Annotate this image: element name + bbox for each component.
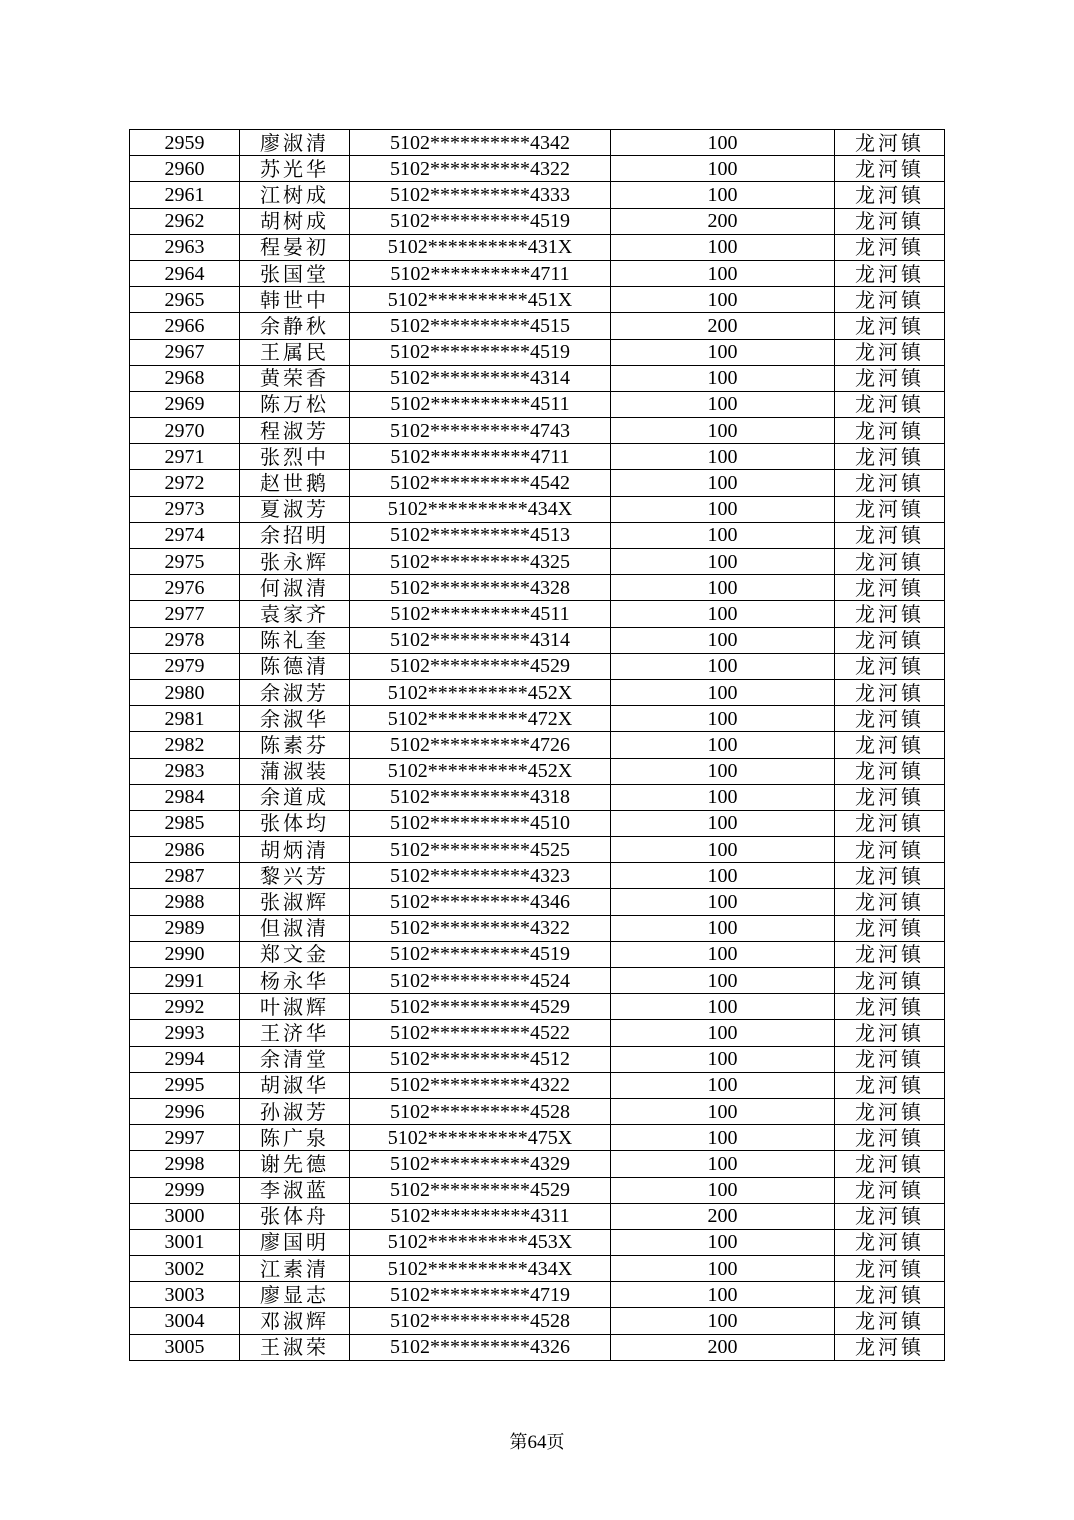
amount-cell: 100 [611, 968, 835, 994]
amount-cell: 200 [611, 1203, 835, 1229]
name-cell: 程晏初 [240, 234, 350, 260]
serial-number-cell: 3004 [130, 1308, 240, 1334]
name-cell: 杨永华 [240, 968, 350, 994]
table-row [130, 418, 945, 444]
town-cell: 龙河镇 [835, 863, 945, 889]
town-cell: 龙河镇 [835, 313, 945, 339]
name-cell: 张永辉 [240, 549, 350, 575]
id-number-cell: 5102**********4726 [350, 732, 611, 758]
serial-number-cell: 2996 [130, 1098, 240, 1124]
amount-cell: 100 [611, 627, 835, 653]
town-cell: 龙河镇 [835, 1203, 945, 1229]
town-cell: 龙河镇 [835, 130, 945, 156]
name-cell: 蒲淑装 [240, 758, 350, 784]
table-row [130, 1125, 945, 1151]
id-number-cell: 5102**********4333 [350, 182, 611, 208]
town-cell: 龙河镇 [835, 1334, 945, 1360]
table-row [130, 601, 945, 627]
serial-number-cell: 2960 [130, 156, 240, 182]
name-cell: 胡树成 [240, 208, 350, 234]
table-row [130, 1282, 945, 1308]
amount-cell: 100 [611, 339, 835, 365]
amount-cell: 100 [611, 1046, 835, 1072]
town-cell: 龙河镇 [835, 758, 945, 784]
id-number-cell: 5102**********4711 [350, 260, 611, 286]
id-number-cell: 5102**********4719 [350, 1282, 611, 1308]
name-cell: 孙淑芳 [240, 1098, 350, 1124]
town-cell: 龙河镇 [835, 575, 945, 601]
serial-number-cell: 2985 [130, 810, 240, 836]
name-cell: 余静秋 [240, 313, 350, 339]
name-cell: 胡炳清 [240, 837, 350, 863]
town-cell: 龙河镇 [835, 706, 945, 732]
amount-cell: 100 [611, 994, 835, 1020]
page-footer [0, 1428, 1074, 1454]
amount-cell: 100 [611, 1072, 835, 1098]
id-number-cell: 5102**********4519 [350, 208, 611, 234]
town-cell: 龙河镇 [835, 941, 945, 967]
town-cell: 龙河镇 [835, 156, 945, 182]
id-number-cell: 5102**********453X [350, 1229, 611, 1255]
table-row [130, 810, 945, 836]
serial-number-cell: 2973 [130, 496, 240, 522]
id-number-cell: 5102**********4329 [350, 1151, 611, 1177]
town-cell: 龙河镇 [835, 391, 945, 417]
table-row [130, 339, 945, 365]
id-number-cell: 5102**********4528 [350, 1098, 611, 1124]
id-number-cell: 5102**********4511 [350, 601, 611, 627]
amount-cell: 100 [611, 365, 835, 391]
table-row [130, 706, 945, 732]
id-number-cell: 5102**********4318 [350, 784, 611, 810]
amount-cell: 100 [611, 156, 835, 182]
table-row [130, 941, 945, 967]
id-number-cell: 5102**********4743 [350, 418, 611, 444]
amount-cell: 100 [611, 941, 835, 967]
serial-number-cell: 2967 [130, 339, 240, 365]
amount-cell: 100 [611, 496, 835, 522]
amount-cell: 100 [611, 1177, 835, 1203]
serial-number-cell: 2989 [130, 915, 240, 941]
town-cell: 龙河镇 [835, 889, 945, 915]
town-cell: 龙河镇 [835, 1151, 945, 1177]
table-row [130, 287, 945, 313]
town-cell: 龙河镇 [835, 679, 945, 705]
town-cell: 龙河镇 [835, 1125, 945, 1151]
name-cell: 江树成 [240, 182, 350, 208]
table-row [130, 1151, 945, 1177]
id-number-cell: 5102**********4525 [350, 837, 611, 863]
name-cell: 陈万松 [240, 391, 350, 417]
id-number-cell: 5102**********4322 [350, 1072, 611, 1098]
name-cell: 陈广泉 [240, 1125, 350, 1151]
roster-table-body [130, 130, 945, 1361]
name-cell: 赵世鹅 [240, 470, 350, 496]
amount-cell: 100 [611, 234, 835, 260]
town-cell: 龙河镇 [835, 339, 945, 365]
id-number-cell: 5102**********4529 [350, 994, 611, 1020]
serial-number-cell: 2998 [130, 1151, 240, 1177]
name-cell: 邓淑辉 [240, 1308, 350, 1334]
amount-cell: 200 [611, 208, 835, 234]
table-row [130, 627, 945, 653]
id-number-cell: 5102**********4528 [350, 1308, 611, 1334]
amount-cell: 100 [611, 287, 835, 313]
amount-cell: 100 [611, 130, 835, 156]
name-cell: 张体舟 [240, 1203, 350, 1229]
serial-number-cell: 2971 [130, 444, 240, 470]
serial-number-cell: 2974 [130, 522, 240, 548]
id-number-cell: 5102**********431X [350, 234, 611, 260]
name-cell: 黄荣香 [240, 365, 350, 391]
serial-number-cell: 2990 [130, 941, 240, 967]
serial-number-cell: 2991 [130, 968, 240, 994]
table-row [130, 234, 945, 260]
table-row [130, 968, 945, 994]
town-cell: 龙河镇 [835, 1098, 945, 1124]
serial-number-cell: 3005 [130, 1334, 240, 1360]
amount-cell: 100 [611, 810, 835, 836]
name-cell: 余招明 [240, 522, 350, 548]
id-number-cell: 5102**********452X [350, 679, 611, 705]
serial-number-cell: 2987 [130, 863, 240, 889]
name-cell: 廖显志 [240, 1282, 350, 1308]
serial-number-cell: 2963 [130, 234, 240, 260]
name-cell: 廖国明 [240, 1229, 350, 1255]
amount-cell: 100 [611, 889, 835, 915]
table-row [130, 182, 945, 208]
serial-number-cell: 2979 [130, 653, 240, 679]
town-cell: 龙河镇 [835, 208, 945, 234]
table-row [130, 758, 945, 784]
id-number-cell: 5102**********4311 [350, 1203, 611, 1229]
amount-cell: 100 [611, 1229, 835, 1255]
id-number-cell: 5102**********4529 [350, 1177, 611, 1203]
id-number-cell: 5102**********4328 [350, 575, 611, 601]
town-cell: 龙河镇 [835, 444, 945, 470]
amount-cell: 100 [611, 418, 835, 444]
serial-number-cell: 2995 [130, 1072, 240, 1098]
town-cell: 龙河镇 [835, 784, 945, 810]
serial-number-cell: 2982 [130, 732, 240, 758]
town-cell: 龙河镇 [835, 915, 945, 941]
id-number-cell: 5102**********4512 [350, 1046, 611, 1072]
serial-number-cell: 3000 [130, 1203, 240, 1229]
serial-number-cell: 3002 [130, 1256, 240, 1282]
roster-table [129, 129, 945, 1361]
amount-cell: 100 [611, 1098, 835, 1124]
amount-cell: 100 [611, 470, 835, 496]
serial-number-cell: 2978 [130, 627, 240, 653]
table-row [130, 444, 945, 470]
town-cell: 龙河镇 [835, 1229, 945, 1255]
id-number-cell: 5102**********4326 [350, 1334, 611, 1360]
serial-number-cell: 2993 [130, 1020, 240, 1046]
name-cell: 黎兴芳 [240, 863, 350, 889]
serial-number-cell: 2984 [130, 784, 240, 810]
town-cell: 龙河镇 [835, 1046, 945, 1072]
serial-number-cell: 3001 [130, 1229, 240, 1255]
town-cell: 龙河镇 [835, 1282, 945, 1308]
table-row [130, 496, 945, 522]
town-cell: 龙河镇 [835, 418, 945, 444]
name-cell: 王属民 [240, 339, 350, 365]
serial-number-cell: 2964 [130, 260, 240, 286]
page-prefix: 第 [509, 1432, 528, 1453]
table-row [130, 994, 945, 1020]
name-cell: 李淑蓝 [240, 1177, 350, 1203]
name-cell: 韩世中 [240, 287, 350, 313]
serial-number-cell: 2988 [130, 889, 240, 915]
table-row [130, 470, 945, 496]
amount-cell: 100 [611, 863, 835, 889]
serial-number-cell: 2981 [130, 706, 240, 732]
serial-number-cell: 2994 [130, 1046, 240, 1072]
serial-number-cell: 2980 [130, 679, 240, 705]
page-suffix: 页 [546, 1432, 565, 1453]
town-cell: 龙河镇 [835, 837, 945, 863]
serial-number-cell: 2977 [130, 601, 240, 627]
town-cell: 龙河镇 [835, 549, 945, 575]
id-number-cell: 5102**********4513 [350, 522, 611, 548]
town-cell: 龙河镇 [835, 810, 945, 836]
town-cell: 龙河镇 [835, 732, 945, 758]
amount-cell: 100 [611, 653, 835, 679]
amount-cell: 100 [611, 575, 835, 601]
amount-cell: 100 [611, 706, 835, 732]
town-cell: 龙河镇 [835, 522, 945, 548]
table-row [130, 208, 945, 234]
town-cell: 龙河镇 [835, 1308, 945, 1334]
name-cell: 程淑芳 [240, 418, 350, 444]
amount-cell: 100 [611, 1308, 835, 1334]
table-row [130, 1203, 945, 1229]
table-row [130, 1098, 945, 1124]
id-number-cell: 5102**********434X [350, 1256, 611, 1282]
name-cell: 廖淑清 [240, 130, 350, 156]
name-cell: 余清堂 [240, 1046, 350, 1072]
id-number-cell: 5102**********4510 [350, 810, 611, 836]
amount-cell: 100 [611, 1020, 835, 1046]
table-row [130, 784, 945, 810]
id-number-cell: 5102**********4323 [350, 863, 611, 889]
id-number-cell: 5102**********4314 [350, 627, 611, 653]
amount-cell: 100 [611, 679, 835, 705]
town-cell: 龙河镇 [835, 496, 945, 522]
serial-number-cell: 2962 [130, 208, 240, 234]
town-cell: 龙河镇 [835, 601, 945, 627]
table-row [130, 1256, 945, 1282]
serial-number-cell: 2959 [130, 130, 240, 156]
serial-number-cell: 2975 [130, 549, 240, 575]
amount-cell: 100 [611, 260, 835, 286]
name-cell: 但淑清 [240, 915, 350, 941]
amount-cell: 100 [611, 182, 835, 208]
serial-number-cell: 2968 [130, 365, 240, 391]
amount-cell: 100 [611, 837, 835, 863]
serial-number-cell: 2986 [130, 837, 240, 863]
table-row [130, 1177, 945, 1203]
amount-cell: 100 [611, 1125, 835, 1151]
table-row [130, 1308, 945, 1334]
table-row [130, 522, 945, 548]
name-cell: 叶淑辉 [240, 994, 350, 1020]
name-cell: 苏光华 [240, 156, 350, 182]
amount-cell: 200 [611, 313, 835, 339]
name-cell: 张烈中 [240, 444, 350, 470]
town-cell: 龙河镇 [835, 627, 945, 653]
amount-cell: 100 [611, 444, 835, 470]
town-cell: 龙河镇 [835, 470, 945, 496]
serial-number-cell: 2969 [130, 391, 240, 417]
name-cell: 余淑芳 [240, 679, 350, 705]
town-cell: 龙河镇 [835, 994, 945, 1020]
id-number-cell: 5102**********4346 [350, 889, 611, 915]
serial-number-cell: 3003 [130, 1282, 240, 1308]
amount-cell: 100 [611, 732, 835, 758]
table-row [130, 653, 945, 679]
amount-cell: 100 [611, 601, 835, 627]
town-cell: 龙河镇 [835, 653, 945, 679]
name-cell: 何淑清 [240, 575, 350, 601]
name-cell: 郑文金 [240, 941, 350, 967]
name-cell: 陈德清 [240, 653, 350, 679]
id-number-cell: 5102**********4524 [350, 968, 611, 994]
id-number-cell: 5102**********475X [350, 1125, 611, 1151]
serial-number-cell: 2961 [130, 182, 240, 208]
id-number-cell: 5102**********4519 [350, 339, 611, 365]
name-cell: 谢先德 [240, 1151, 350, 1177]
amount-cell: 100 [611, 1282, 835, 1308]
table-row [130, 365, 945, 391]
id-number-cell: 5102**********4325 [350, 549, 611, 575]
id-number-cell: 5102**********4529 [350, 653, 611, 679]
name-cell: 陈素芬 [240, 732, 350, 758]
table-row [130, 391, 945, 417]
name-cell: 余淑华 [240, 706, 350, 732]
table-row [130, 837, 945, 863]
table-row [130, 915, 945, 941]
serial-number-cell: 2970 [130, 418, 240, 444]
name-cell: 余道成 [240, 784, 350, 810]
name-cell: 王济华 [240, 1020, 350, 1046]
serial-number-cell: 2976 [130, 575, 240, 601]
name-cell: 张淑辉 [240, 889, 350, 915]
id-number-cell: 5102**********452X [350, 758, 611, 784]
serial-number-cell: 2992 [130, 994, 240, 1020]
amount-cell: 100 [611, 784, 835, 810]
town-cell: 龙河镇 [835, 1256, 945, 1282]
town-cell: 龙河镇 [835, 1177, 945, 1203]
name-cell: 张体均 [240, 810, 350, 836]
serial-number-cell: 2997 [130, 1125, 240, 1151]
amount-cell: 100 [611, 915, 835, 941]
town-cell: 龙河镇 [835, 968, 945, 994]
table-row [130, 1020, 945, 1046]
table-row [130, 1334, 945, 1360]
table-row [130, 1072, 945, 1098]
id-number-cell: 5102**********4511 [350, 391, 611, 417]
id-number-cell: 5102**********4711 [350, 444, 611, 470]
id-number-cell: 5102**********4522 [350, 1020, 611, 1046]
town-cell: 龙河镇 [835, 365, 945, 391]
page-number: 64 [527, 1432, 547, 1453]
id-number-cell: 5102**********4322 [350, 156, 611, 182]
town-cell: 龙河镇 [835, 1020, 945, 1046]
name-cell: 夏淑芳 [240, 496, 350, 522]
name-cell: 江素清 [240, 1256, 350, 1282]
id-number-cell: 5102**********4542 [350, 470, 611, 496]
table-row [130, 549, 945, 575]
table-row [130, 313, 945, 339]
name-cell: 陈礼奎 [240, 627, 350, 653]
id-number-cell: 5102**********4342 [350, 130, 611, 156]
serial-number-cell: 2965 [130, 287, 240, 313]
table-row [130, 260, 945, 286]
serial-number-cell: 2972 [130, 470, 240, 496]
id-number-cell: 5102**********4314 [350, 365, 611, 391]
table-row [130, 156, 945, 182]
town-cell: 龙河镇 [835, 1072, 945, 1098]
id-number-cell: 5102**********4515 [350, 313, 611, 339]
table-row [130, 679, 945, 705]
town-cell: 龙河镇 [835, 182, 945, 208]
name-cell: 胡淑华 [240, 1072, 350, 1098]
table-row [130, 575, 945, 601]
table-row [130, 1229, 945, 1255]
town-cell: 龙河镇 [835, 234, 945, 260]
name-cell: 王淑荣 [240, 1334, 350, 1360]
amount-cell: 100 [611, 391, 835, 417]
table-row [130, 889, 945, 915]
table-row [130, 1046, 945, 1072]
serial-number-cell: 2999 [130, 1177, 240, 1203]
id-number-cell: 5102**********451X [350, 287, 611, 313]
amount-cell: 100 [611, 522, 835, 548]
table-row [130, 130, 945, 156]
name-cell: 袁家齐 [240, 601, 350, 627]
id-number-cell: 5102**********434X [350, 496, 611, 522]
name-cell: 张国堂 [240, 260, 350, 286]
id-number-cell: 5102**********4519 [350, 941, 611, 967]
serial-number-cell: 2966 [130, 313, 240, 339]
amount-cell: 100 [611, 1256, 835, 1282]
amount-cell: 100 [611, 549, 835, 575]
amount-cell: 100 [611, 758, 835, 784]
amount-cell: 200 [611, 1334, 835, 1360]
id-number-cell: 5102**********472X [350, 706, 611, 732]
amount-cell: 100 [611, 1151, 835, 1177]
id-number-cell: 5102**********4322 [350, 915, 611, 941]
table-row [130, 863, 945, 889]
serial-number-cell: 2983 [130, 758, 240, 784]
table-row [130, 732, 945, 758]
town-cell: 龙河镇 [835, 260, 945, 286]
town-cell: 龙河镇 [835, 287, 945, 313]
